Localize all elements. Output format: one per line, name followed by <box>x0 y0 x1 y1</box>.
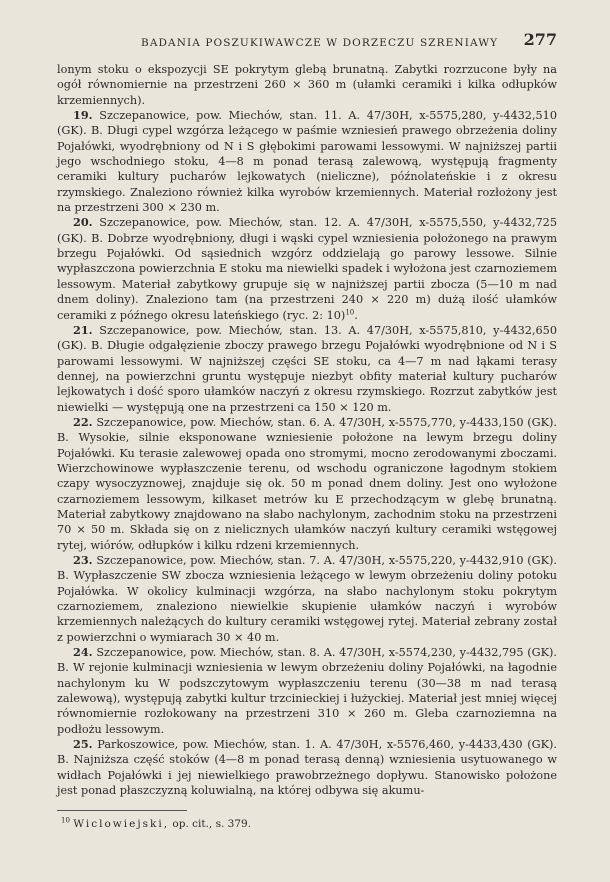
site-entry-24 <box>57 645 557 737</box>
entry-number: 19. <box>73 108 93 123</box>
body-text <box>57 62 557 799</box>
site-entry-21 <box>57 323 557 415</box>
site-entry-20 <box>57 215 557 322</box>
entry-text: Szczepanowice, pow. Miechów, stan. 7. A. 47/30H, x-5575,220, y-4432,910 (GK). B. Wypłaszczenie SW zbocza wzniesienia leżącego w lewym obrzeżeniu doliny potoku Pojałówka. W okolicy kulminacji wzgórza, na słabo nachylonym stoku pokrytym czarnoziemem, znaleziono niewielkie skupienie ułamków naczyń i wyrobów krzemiennych należących do kultury ceramiki wstęgowej rytej. Materiał zebrany został z powierzchni o wymiarach 30 × 40 m. <box>57 554 557 644</box>
entry-text: Szczepanowice, pow. Miechów, stan. 6. A. 47/30H, x-5575,770, y-4433,150 (GK). B. Wysokie, silnie eksponowane wzniesienie położone na lewym brzegu doliny Pojałówki. Ku terasie zalewowej opada ono stromymi, mocno zerodowanymi zboczami. Wierzchowinowe wypłaszczenie terenu, od wschodu ograniczone łagodnym stokiem czapy wysoczyznowej, znajduje się ok. 50 m ponad dnem doliny. Jest ono wyłożone czarnoziemem lessowym, kilkaset metrów ku E przechodzącym w glebę brunatną. Materiał zabytkowy znajdowano na słabo nachylonym, zachodnim stoku na przestrzeni 70 × 50 m. Składa się on z nielicznych ułamków naczyń kultury ceramiki wstęgowej rytej, wiórów, odłupków i kilku rdzeni krzemiennych. <box>57 415 557 552</box>
intro-paragraph: lonym stoku o ekspozycji SE pokrytym glebą brunatną. Zabytki rozrzucone były na ogół równomiernie na przestrzeni 260 × 360 m (ułamki ceramiki i kilka odłupków krzemiennych). <box>57 63 557 107</box>
entry-number: 23. <box>73 553 93 567</box>
entry-number: 20. <box>73 215 93 230</box>
entry-text: Szczepanowice, pow. Miechów, stan. 12. A. 47/30H, x-5575,550, y-4432,725 (GK). B. Dobrze wyodrębniony, długi i wąski cypel wzniesienia położonego na prawym brzegu Pojałówki. Od sąsiednich wzgórz oddzielają go parowy lessowe. Silnie wypłaszczona powierzchnia E stoku ma niewielki spadek i wyłożona jest czarnoziemem lessowym. Materiał zabytkowy grupuje się w najniższej partii zbocza (5—10 m nad dnem doliny). Znaleziono tam (na przestrzeni 240 × 220 m) dużą ilość ułamków ceramiki z późnego okresu lateńskiego (ryc. 2: 10) <box>57 216 558 322</box>
footnote-marker: 10 <box>61 816 70 824</box>
entry-number: 24. <box>73 645 93 660</box>
site-entry-22 <box>57 415 557 553</box>
entry-number: 21. <box>73 322 93 337</box>
footnote-divider <box>57 810 187 811</box>
entry-number: 25. <box>73 737 93 752</box>
entry-text-end: . <box>354 308 358 322</box>
entry-number: 22. <box>73 414 93 429</box>
footnote-citation: op. cit., s. 379. <box>169 817 252 830</box>
page-number: 277 <box>523 30 557 49</box>
footnote-reference: 10 <box>345 307 355 316</box>
site-entry-19 <box>57 108 557 215</box>
site-entry-23 <box>57 553 557 645</box>
entry-text: Szczepanowice, pow. Miechów, stan. 13. A. 47/30H, x-5575,810, y-4432,650 (GK). B. Długie odgałęzienie zboczy prawego brzegu Pojałówki wyodrębnione od N i S parowami lessowymi. W najniższej części SE stoku, ca 4—7 m nad łąkami terasy dennej, na powierzchni gruntu występuje niezbyt obfity materiał kultury pucharów lejkowatych i dość sporo ułamków naczyń z okresu rzymskiego. Rozrzut zabytków jest niewielki — występują one na przestrzeni ca 150 × 120 m. <box>57 323 558 414</box>
footnote-author: Wiclowiejski, <box>73 817 170 830</box>
site-entry-25 <box>57 737 557 798</box>
running-head: BADANIA POSZUKIWAWCZE W DORZECZU SZRENIAWY <box>141 37 499 49</box>
entry-text: Szczepanowice, pow. Miechów, stan. 11. A. 47/30H, x-5575,280, y-4432,510 (GK). B. Długi cypel wzgórza leżącego w paśmie wzniesień prawego obrzeżenia doliny Pojałówki, wyodrębniony od N i S głębokimi parowami lessowymi. W najniższej partii jego wschodniego stoku, 4—8 m ponad terasą zalewową, występują fragmenty ceramiki kultury pucharów lejkowatych (nieliczne), późnolateńskie i z okresu rzymskiego. Znaleziono również kilka wyrobów krzemiennych. Materiał rozłożony jest na przestrzeni 300 × 230 m. <box>57 109 558 215</box>
footnote <box>57 817 557 831</box>
entry-text: Parkoszowice, pow. Miechów, stan. 1. A. 47/30H, x-5576,460, y-4433,430 (GK). B. Najniższa część stoków (4—8 m ponad terasą denną) wzniesienia usytuowanego w widłach Pojałówki i jej niewielkiego prawobrzeżnego dopływu. Stanowisko położone jest ponad płaszczyzną koluwialną, na której odbywa się akumu- <box>57 738 557 798</box>
entry-text: Szczepanowice, pow. Miechów, stan. 8. A. 47/30H, x-5574,230, y-4432,795 (GK). B. W rejonie kulminacji wzniesienia w lewym obrzeżeniu doliny Pojałówki, na łagodnie nachylonym ku W podszczytowym wypłaszczeniu terenu (30—38 m nad terasą zalewową), występują zabytki kultur trzcinieckiej i łużyckiej. Materiał jest mniej więcej równomiernie rozłokowany na przestrzeni 310 × 260 m. Gleba czarnoziemna na podłożu lessowym. <box>57 646 557 736</box>
page-header <box>57 28 557 62</box>
